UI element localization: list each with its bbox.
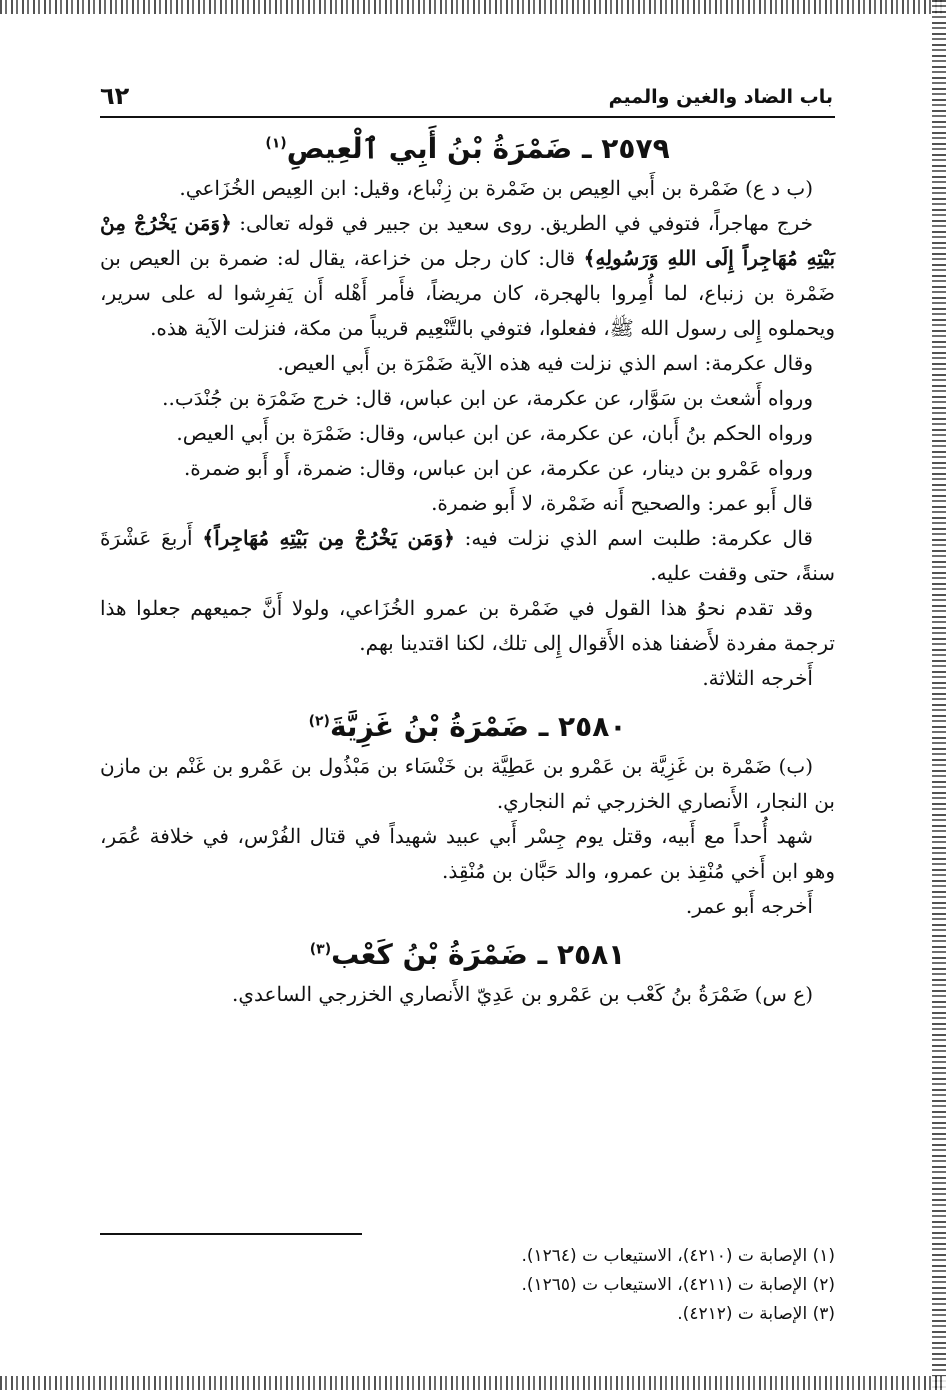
entry-paragraph: شهد أُحداً مع أَبيه، وقتل يوم جِسْر أَبي عبيد شهيداً في قتال الفُرْس، في خلافة عُمَر، وهو ابن أَخي مُنْقِذ بن عمرو، والد حَبَّان بن مُنْقِذ. <box>100 824 835 883</box>
footnote-ref: (١) <box>265 135 287 152</box>
footnote-divider <box>100 1233 362 1235</box>
entry-paragraph: قال عكرمة: طلبت اسم الذي نزلت فيه: ﴿وَمَن يَخْرُجْ مِن بَيْتِهِ مُهَاجِراً﴾ أَربعَ عَشْرَةَ سنةً، حتى وقفت عليه. <box>100 526 835 585</box>
entry-paragraph: (ع س) ضَمْرَةُ بنُ كَعْب بن عَمْرو بن عَدِيّ الأَنصاري الخزرجي الساعدي. <box>232 982 813 1006</box>
footnote: (٢) الإصابة ت (٤٢١١)، الاستيعاب ت (١٢٦٥). <box>521 1275 835 1295</box>
entry-title: ٢٥٧٩ ـ ضَمْرَةُ بْنُ أَبِي ٱلْعِيصِ$^{(١)}$ <box>265 132 670 165</box>
entry-paragraph: ورواه الحكم بنُ أَبان، عن عكرمة، عن ابن عباس، وقال: ضَمْرَة بن أَبي العيص. <box>176 421 813 445</box>
footnote: (١) الإصابة ت (٤٢١٠)، الاستيعاب ت (١٢٦٤). <box>521 1246 835 1266</box>
entry-paragraph: وقال عكرمة: اسم الذي نزلت فيه هذه الآية ضَمْرَة بن أَبي العيص. <box>277 351 813 375</box>
footnote-ref: (٢) <box>308 713 330 730</box>
entry-paragraph: قال أَبو عمر: والصحيح أَنه ضَمْرة، لا أَبو ضمرة. <box>431 491 813 515</box>
entry-paragraph: خرج مهاجراً، فتوفي في الطريق. روى سعيد بن جبير في قوله تعالى: ﴿وَمَن يَخْرُجْ مِنْ بَيْتِهِ مُهَاجِراً إِلَى اللهِ وَرَسُولِهِ﴾ قال: كان رجل من خزاعة، يقال له: ضمرة بن العيص بن ضَمْرة بن زنباع، لما أُمِروا بالهجرة، كان مريضاً، فأَمر أَهْله أَن يَفرِشوا له على سرير، ويحملوه إِلى رسول الله ﷺ، ففعلوا، فتوفي بالتَّنْعِيم قريباً من مكة، فنزلت الآية هذه. <box>100 211 836 340</box>
footnotes <box>100 1242 835 1329</box>
book-page <box>100 80 835 1340</box>
footnote: (٣) الإصابة ت (٤٢١٢). <box>677 1304 835 1324</box>
quran-verse: ﴿وَمَن يَخْرُجْ مِن بَيْتِهِ مُهَاجِراً﴾ <box>202 526 455 550</box>
entry-title: ٢٥٨٠ ـ ضَمْرَةُ بْنُ غَزِيَّةَ$^{(٢)}$ <box>308 710 627 743</box>
entry-paragraph: أَخرجه أَبو عمر. <box>685 894 813 918</box>
page-number: ٦٢ <box>100 82 130 110</box>
chapter-title: باب الضاد والغين والميم <box>608 86 833 108</box>
ornamental-border-top <box>0 0 946 14</box>
quran-verse: ﴿وَمَن يَخْرُجْ مِنْ بَيْتِهِ مُهَاجِراً إِلَى اللهِ وَرَسُولِهِ﴾ <box>100 211 836 270</box>
footnote-ref: (٣) <box>309 941 332 958</box>
entry-paragraph: وقد تقدم نحوُ هذا القول في ضَمْرة بن عمرو الخُزَاعي، ولولا أَنَّ جميعهم جعلوا هذا ترجمة مفردة لأَضفنا هذه الأَقوال إِلى تلك، لكنا اقتدينا بهم. <box>100 596 835 655</box>
entry-title: ٢٥٨١ ـ ضَمْرَةُ بْنُ كَعْب$^{(٣)}$ <box>309 938 626 971</box>
entry-paragraph: ورواه عَمْرو بن دينار، عن عكرمة، عن ابن عباس، وقال: ضمرة، أَو أَبو ضمرة. <box>183 456 813 480</box>
ornamental-border-bottom <box>0 1376 946 1390</box>
entry-paragraph: ورواه أَشعث بن سَوَّار، عن عكرمة، عن ابن عباس، قال: خرج ضَمْرَة بن جُنْدَب.. <box>162 386 813 410</box>
ornamental-border-right <box>932 0 946 1390</box>
entry-paragraph: أَخرجه الثلاثة. <box>702 666 813 690</box>
entry-paragraph: (ب د ع) ضَمْرة بن أَبي العِيص بن ضَمْرة بن زِنْباع، وقيل: ابن العِيص الخُزَاعي. <box>179 176 813 200</box>
running-head <box>100 80 835 118</box>
entry-paragraph: (ب) ضَمْرة بن غَزِيَّة بن عَمْرو بن عَطِيَّة بن خَنْسَاء بن مَبْذُول بن عَمْرو بن غَنْم بن مازن بن النجار، الأَنصاري الخزرجي ثم النجاري. <box>100 754 835 813</box>
